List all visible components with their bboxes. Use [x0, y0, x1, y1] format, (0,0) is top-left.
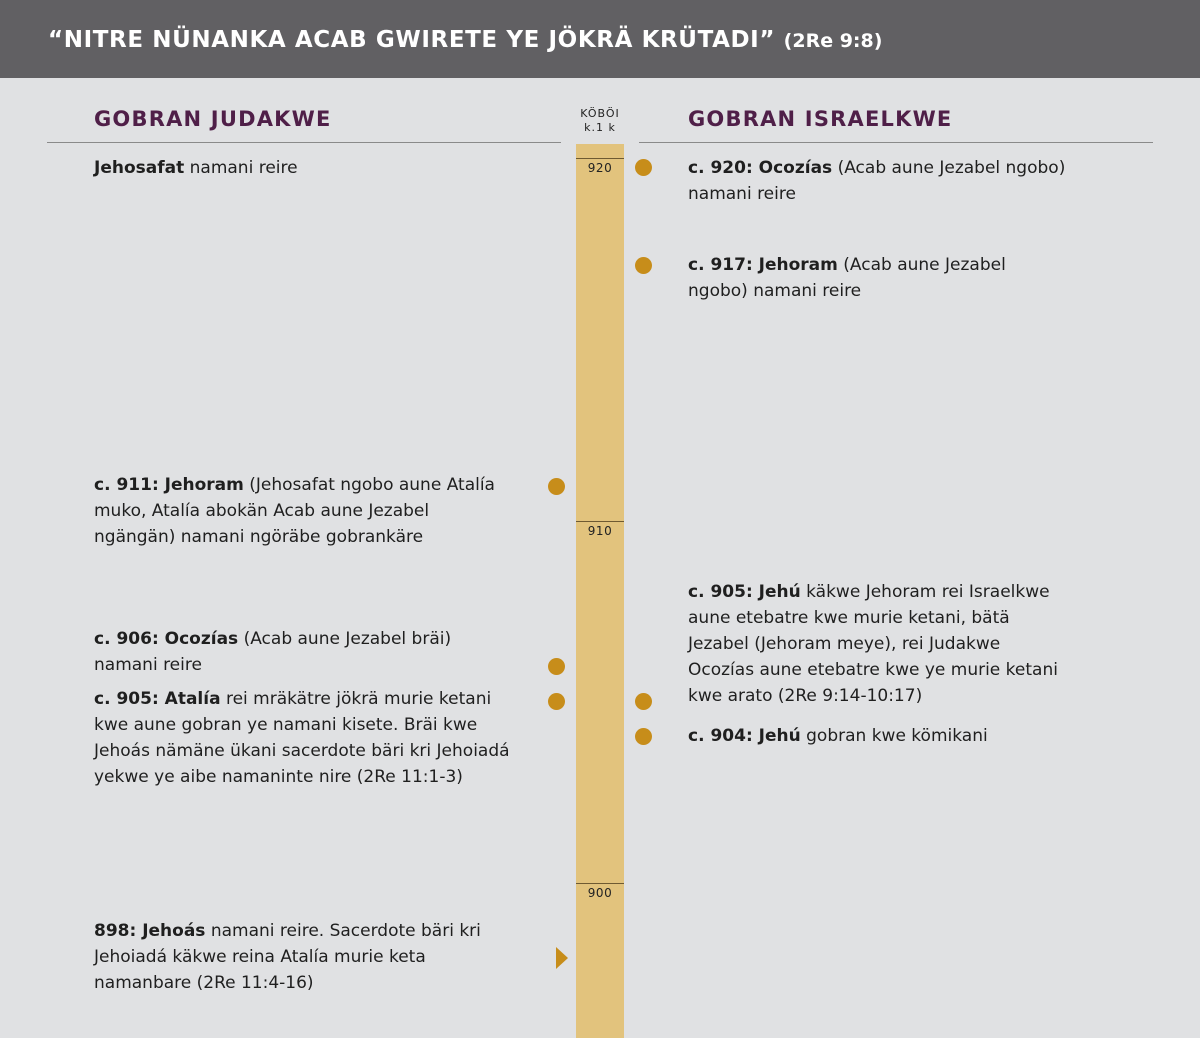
timeline-tick — [576, 158, 624, 159]
title-reference: (2Re 9:8) — [783, 30, 883, 52]
title-banner — [0, 0, 1200, 78]
event-marker-dot — [635, 159, 652, 176]
event-marker-dot — [548, 658, 565, 675]
event-date-name: 898: Jehoás — [94, 921, 206, 941]
israel-event — [688, 723, 1088, 749]
event-description: (Acab aune Jezabel ngobo) namani reire — [688, 158, 1066, 204]
israel-kings-heading: GOBRAN ISRAELKWE — [688, 107, 953, 131]
event-marker-dot — [635, 257, 652, 274]
page-title — [48, 27, 882, 53]
judah-event — [94, 686, 514, 790]
timeline-tick — [576, 521, 624, 522]
scale-label-line1: KÖBÖI — [580, 107, 620, 120]
event-description: (Acab aune Jezabel bräi) namani reire — [94, 629, 452, 675]
event-marker-dot — [548, 478, 565, 495]
event-marker-dot — [548, 693, 565, 710]
event-description: (Jehosafat ngobo aune Atalía muko, Atalía abokän Acab aune Jezabel ngängän) namani ngöräbe gobrankäre — [94, 475, 495, 547]
scale-label-line2: k.1 k — [584, 121, 616, 134]
event-description: gobran kwe kömikani — [800, 726, 988, 746]
judah-event — [94, 472, 514, 550]
event-date-name: c. 920: Ocozías — [688, 158, 833, 178]
event-date-name: Jehosafat — [94, 158, 185, 178]
timeline-tick — [576, 883, 624, 884]
event-description: rei mräkätre jökrä murie ketani kwe aune gobran ye namani kisete. Bräi kwe Jehoás nämäne ükani sacerdote bäri kri Jehoiadá yekwe ye aibe namaninte nire (2Re 11:1-3) — [94, 689, 510, 787]
israel-event — [688, 579, 1068, 709]
judah-event — [94, 155, 534, 181]
timeline-tick-label: 900 — [587, 886, 613, 900]
title-text: “NITRE NÜNANKA ACAB GWIRETE YE JÖKRÄ KRÜTADI” — [48, 27, 776, 53]
left-heading-rule — [47, 142, 561, 143]
event-description: namani reire — [184, 158, 298, 178]
event-date-name: c. 917: Jehoram — [688, 255, 838, 275]
israel-event — [688, 155, 1068, 207]
event-date-name: c. 905: Jehú — [688, 582, 801, 602]
israel-event — [688, 252, 1068, 304]
judah-event — [94, 918, 524, 996]
event-description: (Acab aune Jezabel ngobo) namani reire — [688, 255, 1006, 301]
judah-event — [94, 626, 474, 678]
continuation-arrow-icon — [556, 947, 568, 969]
event-description: namani reire. Sacerdote bäri kri Jehoiadá käkwe reina Atalía murie keta namanbare (2Re 11:4-16) — [94, 921, 481, 993]
event-date-name: c. 905: Atalía — [94, 689, 221, 709]
timeline-bar — [576, 144, 624, 1038]
timeline-tick-label: 920 — [587, 161, 613, 175]
event-marker-dot — [635, 693, 652, 710]
timeline-tick-label: 910 — [587, 524, 613, 538]
right-heading-rule — [639, 142, 1153, 143]
event-date-name: c. 904: Jehú — [688, 726, 801, 746]
event-marker-dot — [635, 728, 652, 745]
judah-kings-heading: GOBRAN JUDAKWE — [94, 107, 332, 131]
timeline-scale-label — [560, 107, 640, 135]
event-date-name: c. 911: Jehoram — [94, 475, 244, 495]
event-description: käkwe Jehoram rei Israelkwe aune etebatre kwe murie ketani, bätä Jezabel (Jehoram meye), rei Judakwe Ocozías aune etebatre kwe ye murie ketani kwe arato (2Re 9:14-10:17) — [688, 582, 1058, 706]
event-date-name: c. 906: Ocozías — [94, 629, 239, 649]
